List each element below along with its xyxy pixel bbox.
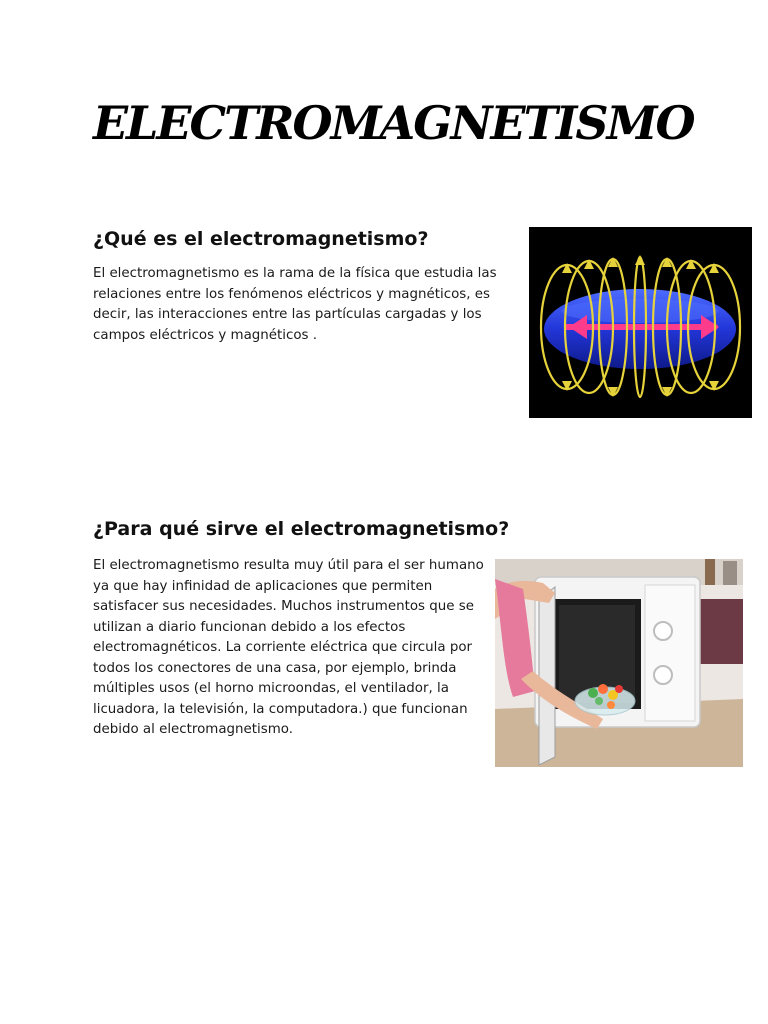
section-heading-uses: ¿Para qué sirve el electromagnetismo? <box>93 518 510 540</box>
microwave-photo <box>495 559 743 767</box>
dial-icon <box>654 666 672 684</box>
document-title: ELECTROMAGNETISMO <box>93 96 694 150</box>
dial-icon <box>654 622 672 640</box>
section-body-uses: El electromagnetismo resulta muy útil para el ser humano ya que hay infinidad de aplicaciones que permiten satisfacer sus necesidades. Muchos instrumentos que se utilizan a diario funcionan debido a los efectos electromagnéticos. La corriente eléctrica que circula por todos los conectores de una casa, por ejemplo, brinda múltiples usos (el horno microondas, el ventilador, la licuadora, la televisión, la computadora.) que funcionan debido al electromagnetismo. <box>93 558 484 737</box>
electromagnetic-field-illustration <box>529 227 752 418</box>
section-heading-what-is: ¿Qué es el electromagnetismo? <box>93 228 429 250</box>
section-body-what-is: El electromagnetismo es la rama de la física que estudia las relaciones entre los fenómenos eléctricos y magnéticos, es decir, las interacciones entre las partículas cargadas y los campos eléctricos y magnéticos . <box>93 266 497 343</box>
magnetic-field-diagram <box>529 227 752 418</box>
microwave-illustration <box>495 559 743 767</box>
